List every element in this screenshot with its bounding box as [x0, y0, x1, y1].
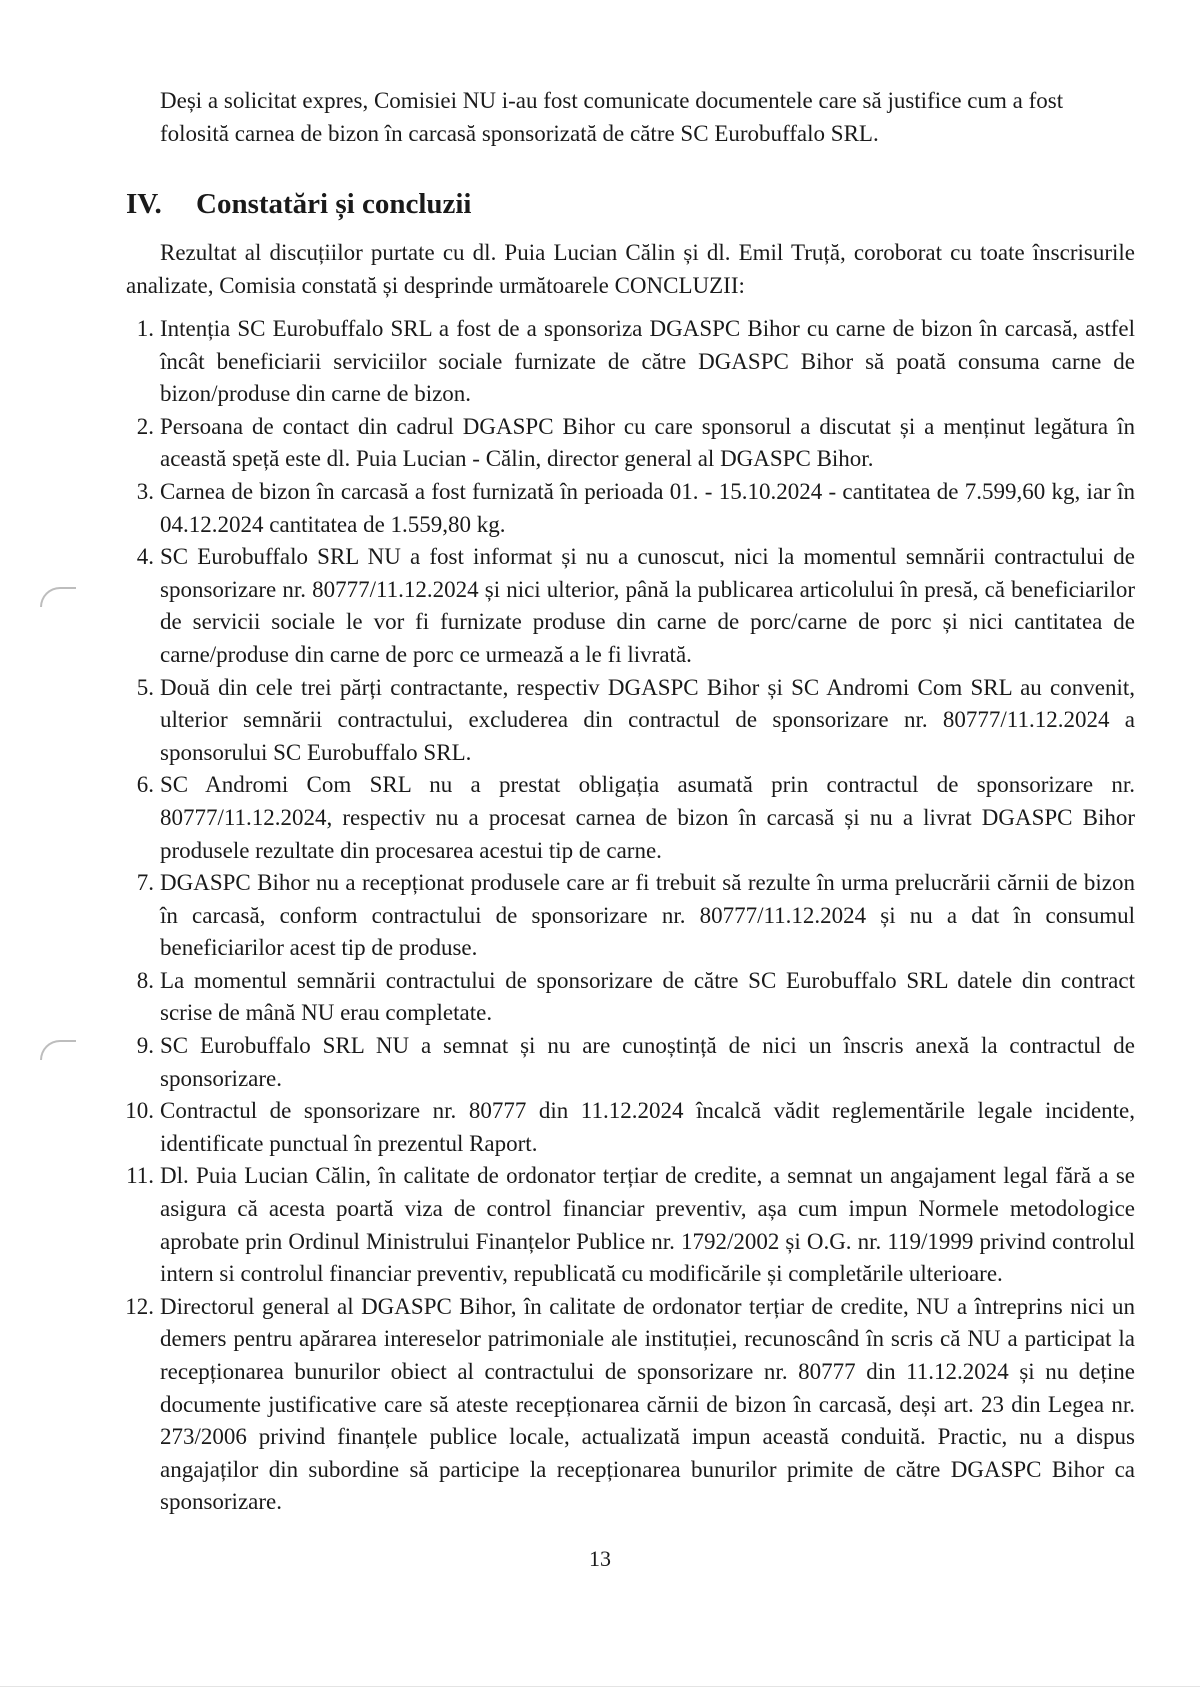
conclusion-text: Intenția SC Eurobuffalo SRL a fost de a sponsoriza DGASPC Bihor cu carne de bizon în carcasă, astfel încât beneficiarii serviciilor sociale furnizate de către DGASPC Bihor să poată consuma carne de bizon/produse din carne de bizon. — [160, 316, 1135, 407]
conclusion-item — [113, 1095, 1135, 1160]
conclusion-item — [113, 867, 1135, 965]
conclusion-number: 9. — [136, 1033, 154, 1059]
conclusion-item — [113, 769, 1135, 867]
conclusion-number: 1. — [136, 316, 154, 341]
conclusion-item — [113, 1291, 1135, 1519]
conclusion-number: 4. — [136, 544, 154, 570]
section-number: IV. — [126, 188, 162, 220]
conclusion-item — [113, 672, 1135, 770]
conclusion-number: 7. — [136, 870, 154, 896]
page-edge-line — [0, 1686, 1200, 1687]
conclusion-number: 12. — [125, 1293, 154, 1319]
conclusion-number: 6. — [136, 772, 154, 798]
conclusion-text: Dl. Puia Lucian Călin, în calitate de ordonator terțiar de credite, a semnat un angajament legal fără a se asigura că acesta poartă viza de control financiar preventiv, așa cum impun Normele metodologice aprobate prin Ordinul Ministrului Finanțelor Publice nr. 1792/2002 și O.G. nr. 119/1999 privind controlul intern si controlul financiar preventiv, republicată cu modificările și completările ulterioare. — [160, 1163, 1135, 1287]
conclusion-item — [113, 1160, 1135, 1290]
conclusion-item — [113, 476, 1135, 541]
conclusion-text: SC Eurobuffalo SRL NU a semnat și nu are cunoștință de nici un înscris anexă la contractul de sponsorizare. — [160, 1033, 1135, 1091]
section-heading — [126, 186, 1026, 222]
conclusion-number: 8. — [136, 967, 154, 993]
conclusion-text: Carnea de bizon în carcasă a fost furnizată în perioada 01. - 15.10.2024 - cantitatea de 7.599,60 kg, iar în 04.12.2024 cantitatea de 1.559,80 kg. — [160, 478, 1135, 537]
scan-punch-mark — [40, 1040, 76, 1060]
conclusion-number: 5. — [136, 674, 154, 700]
conclusion-text: La momentul semnării contractului de sponsorizare de către SC Eurobuffalo SRL datele din contract scrise de mână NU erau completate. — [160, 967, 1135, 1026]
intro-paragraph: Deși a solicitat expres, Comisiei NU i-au fost comunicate documentele care să justifice cum a fost folosită carnea de bizon în carcasă sponsorizată de către SC Eurobuffalo SRL. — [160, 88, 1064, 146]
conclusion-number: 10. — [125, 1098, 154, 1124]
conclusion-text: SC Eurobuffalo SRL NU a fost informat și nu a cunoscut, nici la momentul semnării contractului de sponsorizare nr. 80777/11.12.2024 și nici ulterior, până la publicarea articolului în presă, că beneficiarilor de servicii sociale le vor fi furnizate produse din carne de porc/carne de porc și nici cantitatea de carne/produse din carne de porc ce urmează a le fi livrată. — [160, 544, 1135, 667]
conclusion-item — [113, 411, 1135, 476]
conclusion-item — [113, 1030, 1135, 1095]
conclusion-text: SC Andromi Com SRL nu a prestat obligația asumată prin contractul de sponsorizare nr. 80777/11.12.2024, respectiv nu a procesat carnea de bizon în carcasă și nu a livrat DGASPC Bihor produsele rezultate din procesarea acestui tip de carne. — [160, 772, 1135, 863]
section-title: Constatări și concluzii — [196, 188, 472, 220]
conclusion-item — [113, 965, 1135, 1030]
conclusion-item — [113, 541, 1135, 671]
conclusion-text: Două din cele trei părți contractante, respectiv DGASPC Bihor și SC Andromi Com SRL au convenit, ulterior semnării contractului, excluderea din contractul de sponsorizare nr. 80777/11.12.2024 a sponsorului SC Eurobuffalo SRL. — [160, 674, 1135, 765]
conclusions-list — [113, 313, 1135, 1519]
conclusion-text: Contractul de sponsorizare nr. 80777 din 11.12.2024 încalcă vădit reglementările legale incidente, identificate punctual în prezentul Raport. — [160, 1098, 1135, 1156]
conclusion-number: 11. — [126, 1163, 154, 1189]
conclusion-text: Directorul general al DGASPC Bihor, în calitate de ordonator terțiar de credite, NU a întreprins nici un demers pentru apărarea intereselor patrimoniale ale instituției, recunoscând în scris că NU a participat la recepționarea bunurilor obiect al contractului de sponsorizare nr. 80777 din 11.12.2024 și nu deține documente justificative care să ateste recepționarea cărnii de bizon în carcasă, deși art. 23 din Legea nr. 273/2006 privind finanțele publice locale, actualizată impun această conduită. Practic, nu a dispus angajaților din subordine să participe la recepționarea bunurilor primite de către DGASPC Bihor ca sponsorizare. — [160, 1293, 1135, 1515]
conclusion-text: DGASPC Bihor nu a recepționat produsele care ar fi trebuit să rezulte în urma prelucrării cărnii de bizon în carcasă, conform contractului de sponsorizare nr. 80777/11.12.2024 și nu a dat în consumul beneficiarilor acest tip de produse. — [160, 870, 1135, 961]
section-lead-paragraph: Rezultat al discuțiilor purtate cu dl. Puia Lucian Călin și dl. Emil Truță, coroborat cu toate înscrisurile analizate, Comisia constată și desprinde următoarele CONCLUZII: — [126, 240, 1135, 298]
conclusion-text: Persoana de contact din cadrul DGASPC Bihor cu care sponsorul a discutat și a menținut legătura în această speță este dl. Puia Lucian - Călin, director general al DGASPC Bihor. — [160, 413, 1135, 472]
conclusion-number: 3. — [136, 478, 154, 504]
conclusion-item — [113, 313, 1135, 411]
conclusion-number: 2. — [136, 413, 154, 439]
page-number: 13 — [589, 1546, 611, 1571]
scan-punch-mark — [40, 587, 76, 607]
